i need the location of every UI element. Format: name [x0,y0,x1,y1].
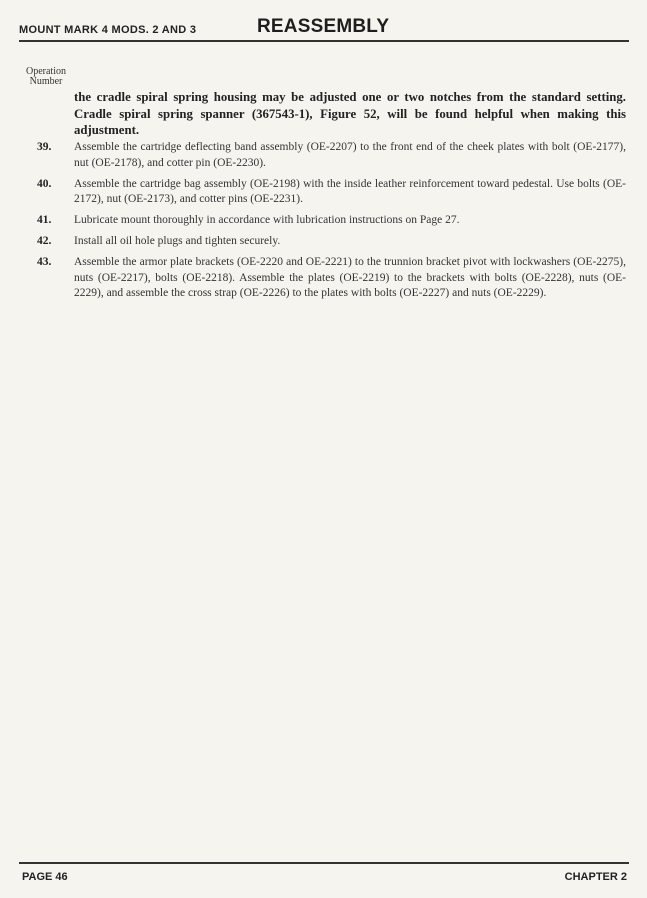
step-number: 42. [37,235,52,247]
header-rule [19,40,629,42]
operation-label-line1: Operation [26,66,66,77]
step-number: 41. [37,214,52,226]
page-number: PAGE 46 [22,871,68,883]
step-number: 40. [37,177,52,190]
step-43 [22,255,626,302]
operation-number-label [16,67,76,87]
step-number: 43. [37,256,52,268]
step-text: Lubricate mount thoroughly in accordance with lubrication instructions on Page 27. [74,214,460,226]
footer-rule [19,862,629,864]
page-header [19,8,629,42]
continuation-paragraph: the cradle spiral spring housing may be adjusted one or two notches from the standard setting. Cradle spiral spring spanner (367543-1), Figure 52, will be found helpful when making this adjustment. [74,90,626,137]
chapter-label: CHAPTER 2 [564,871,627,883]
operation-label-line2: Number [29,76,63,87]
step-40 [22,177,626,208]
step-number: 39. [37,141,52,153]
running-title: MOUNT MARK 4 MODS. 2 AND 3 [19,24,197,36]
step-39 [22,140,626,171]
step-42 [22,234,626,250]
page-footer [19,862,629,888]
operation-steps [22,140,626,307]
step-text: Assemble the cartridge deflecting band assembly (OE-2207) to the front end of the cheek plates with bolt (OE-2177), nut (OE-2178), and cotter pin (OE-2230). [74,141,626,169]
step-text: Assemble the armor plate brackets (OE-2220 and OE-2221) to the trunnion bracket pivot with lockwashers (OE-2275), nuts (OE-2217), bolts (OE-2218). Assemble the plates (OE-2219) to the brackets with bolts (OE-2228), nuts (OE-2229), and assemble the cross strap (OE-2226) to the plates with bolts (OE-2227) and nuts (OE-2229). [74,256,626,299]
step-text: Assemble the cartridge bag assembly (OE-2198) with the inside leather reinforcement toward pedestal. Use bolts (OE-2172), nut (OE-2173), and cotter pins (OE-2231). [74,177,626,205]
section-title: REASSEMBLY [257,16,390,37]
step-text: Install all oil hole plugs and tighten securely. [74,235,281,247]
step-41 [22,213,626,229]
